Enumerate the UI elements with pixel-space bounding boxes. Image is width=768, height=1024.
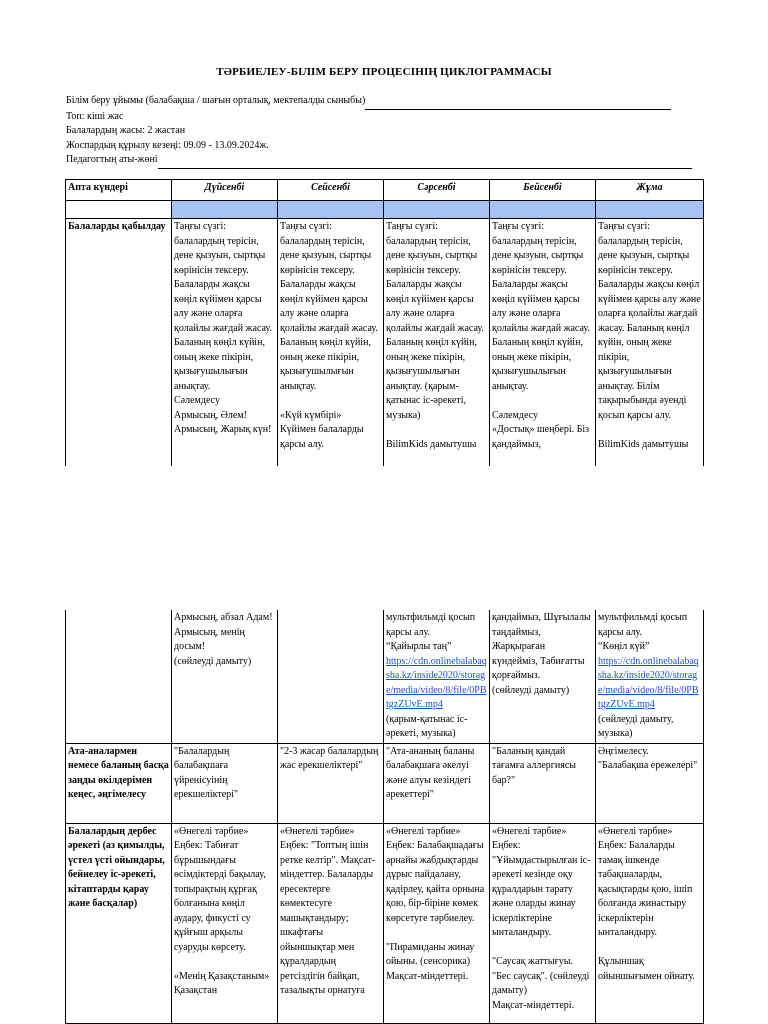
cell-reception-thursday: Таңғы сүзгі: балалардың терісін, дене қызуын, сыртқы көрінісін тексеру. Балаларды жақсы көңіл күйімен қарсы алу және оларға қолайлы жағдай жасау. Баланың көңіл күйін, оның жеке пікірін, қызығушылығын анықтау. Сәлемдесу «Достық» шеңбері. Біз қандаймыз, <box>490 219 596 466</box>
row-label-continued <box>66 610 172 743</box>
cell-cont-friday: мультфильмді қосып қарсы алу. “Көңіл күй” https://cdn.onlinebalabaqsha.kz/inside2020/storage/media/video/8/file/0PBtgzZUvE.mp4 (сөйлеуді дамыту, музыка) <box>596 610 704 743</box>
cell-reception-tuesday: Таңғы сүзгі: балалардың терісін, дене қызуын, сыртқы көрінісін тексеру. Балаларды жақсы көңіл күйімен қарсы алу және оларға қолайлы жағдай жасау. Баланың көңіл күйін, оның жеке пікірін, қызығушылығын анықтау. «Күй күмбірі» Күйімен балаларды қарсы алу. <box>278 219 384 466</box>
cell-cont-monday: Армысың, абзал Адам! Армысың, менің досым! (сөйлеуді дамыту) <box>172 610 278 743</box>
header-weekdays: Апта күндері <box>66 180 172 201</box>
video-link[interactable]: https://cdn.onlinebalabaqsha.kz/inside2020/storage/media/video/8/file/0PBtgzZUvE.mp4 <box>598 655 699 710</box>
header-day-tuesday: Сейсенбі <box>278 180 384 201</box>
page-gap <box>0 560 768 610</box>
document-page-2 <box>0 610 768 1024</box>
header-day-monday: Дүйсенбі <box>172 180 278 201</box>
cell-reception-friday: Таңғы сүзгі: балалардың терісін, дене қызуын, сыртқы көрінісін тексеру. Балаларды жақсы көңіл күйімен қарсы алу және оларға қолайлы жағдай жасау. Баланың көңіл күйін, оның жеке пікірін, қызығушылығын анықтау. Білім тақырыбында әуенді қосып қарсы алу. BilimKids дамытушы <box>596 219 704 466</box>
cell-parents-thursday: "Баланың қандай тағамға аллергиясы бар?" <box>490 743 596 823</box>
cell-activity-tuesday: «Өнегелі тәрбие» Еңбек: "Топтың ішін ретке келтір". Мақсат-міндеттер. Балаларды ересектерге көмектесуге машықтандыру; шкафтағы ойыншықтар мен құралдардың ретсіздігін байқап, тазалықты орнатуға <box>278 823 384 1023</box>
cell-activity-friday: «Өнегелі тәрбие» Еңбек: Балаларды тамақ ішкенде табақшаларды, қасықтарды қою, ішіп болғанда жинастыру іскерліктерін ынталандыру. Құлыншақ ойыншығымен ойнату. <box>596 823 704 1023</box>
cell-parents-monday: "Балалардың балабақшаға үйренісуінің ерекшеліктері" <box>172 743 278 823</box>
cell-cont-wednesday: мультфильмді қосып қарсы алу. “Қайырлы таң” https://cdn.onlinebalabaqsha.kz/inside2020/storage/media/video/8/file/0PBtgzZUvE.mp4 (қарым-қатынас іс-әрекеті, музыка) <box>384 610 490 743</box>
row-label-parents: Ата-аналармен немесе баланың басқа заңды өкілдерімен кеңес, әңгімелесу <box>66 743 172 823</box>
table-header-row <box>66 180 704 201</box>
meta-org: Білім беру ұйымы (балабақша / шағын орталық, мектепалды сыныбы) <box>66 94 706 110</box>
highlight-row <box>66 201 704 219</box>
header-day-thursday: Бейсенбі <box>490 180 596 201</box>
meta-period: Жоспардың құрылу кезеңі: 09.09 - 13.09.2024ж. <box>66 139 269 151</box>
cell-reception-monday: Таңғы сүзгі: балалардың терісін, дене қызуын, сыртқы көрінісін тексеру. Балаларды жақсы көңіл күйімен қарсы алу және оларға қолайлы жағдай жасау. Баланың көңіл күйін, оның жеке пікірін, қызығушылығын анықтау. Сәлемдесу Армысың, Әлем! Армысың, Жарық күн! <box>172 219 278 466</box>
table-row-reception <box>66 219 704 466</box>
cell-parents-wednesday: "Ата-ананың баланы балабақшаға әкелуі және алуы кезіндегі әрекеттері" <box>384 743 490 823</box>
cell-reception-wednesday: Таңғы сүзгі: балалардың терісін, дене қызуын, сыртқы көрінісін тексеру. Балаларды жақсы көңіл күйімен қарсы алу және оларға қолайлы жағдай жасау. Баланың көңіл күйін, оның жеке пікірін, қызығушылығын анықтау. (қарым-қатынас іс-әрекеті, музыка) BilimKids дамытушы <box>384 219 490 466</box>
cell-activity-monday: «Өнегелі тәрбие» Еңбек: Табиғат бұрышындағы өсімдіктерді бақылау, топырақтың құрғақ болғанына көңіл аудару, фикусті су құйғыш арқылы суаруды көрсету. «Менің Қазақстаным» Қазақстан <box>172 823 278 1023</box>
cell-cont-tuesday <box>278 610 384 743</box>
header-day-wednesday: Сәрсенбі <box>384 180 490 201</box>
cell-activity-wednesday: «Өнегелі тәрбие» Еңбек: Балабақшадағы арнайы жабдықтарды дұрыс пайдалану, қадірлеу, қайта орнына қою, бір-біріне көмек көрсетуге тәрбиелеу. "Пирамиданы жинау ойыны. (сенсорика) Мақсат-міндеттері. <box>384 823 490 1023</box>
highlight-cell <box>596 201 704 219</box>
row-label-reception: Балаларды қабылдау <box>66 219 172 466</box>
highlight-cell <box>278 201 384 219</box>
cell-cont-thursday: қандаймыз, Шұғылалы таңдаймыз, Жарқыраған күндейміз, Табиғатты қорғаймыз. (сөйлеуді дамыту) <box>490 610 596 743</box>
meta-teacher: Педагогтың аты-жөні <box>66 153 706 169</box>
highlight-cell <box>490 201 596 219</box>
table-row-reception-continued <box>66 610 704 743</box>
header-day-friday: Жұма <box>596 180 704 201</box>
document-title: ТӘРБИЕЛЕУ-БІЛІМ БЕРУ ПРОЦЕСІНІҢ ЦИКЛОГРАММАСЫ <box>216 66 552 78</box>
row-label-activity: Балалардың дербес әрекеті (аз қимылды, үстел үсті ойындары, бейнелеу іс-әрекеті, кітаптарды қарау және басқалар) <box>66 823 172 1023</box>
table-row-parents <box>66 743 704 823</box>
document-meta <box>66 94 706 169</box>
meta-group: Топ: кіші жас <box>66 110 124 122</box>
table-row-activity <box>66 823 704 1023</box>
schedule-table-page-2 <box>65 610 704 1024</box>
schedule-table-page-1 <box>65 179 704 466</box>
highlight-cell <box>384 201 490 219</box>
video-link[interactable]: https://cdn.onlinebalabaqsha.kz/inside2020/storage/media/video/8/file/0PBtgzZUvE.mp4 <box>386 655 487 710</box>
highlight-cell <box>172 201 278 219</box>
cell-parents-friday: Әңгімелесу. "Балабақша ережелері" <box>596 743 704 823</box>
cell-activity-thursday: «Өнегелі тәрбие» Еңбек: "Ұйымдастырылған іс-әрекеті кезінде оқу құралдарын тарату және оларды жинау іскерліктеріне ынталандыру. "Саусақ жаттығуы. "Бес саусақ". (сөйлеуді дамыту) Мақсат-міндеттері. <box>490 823 596 1023</box>
cell-parents-tuesday: "2-3 жасар балалардың жас ерекшеліктері" <box>278 743 384 823</box>
meta-age: Балалардың жасы: 2 жастан <box>66 125 186 136</box>
highlight-empty-cell <box>66 201 172 219</box>
